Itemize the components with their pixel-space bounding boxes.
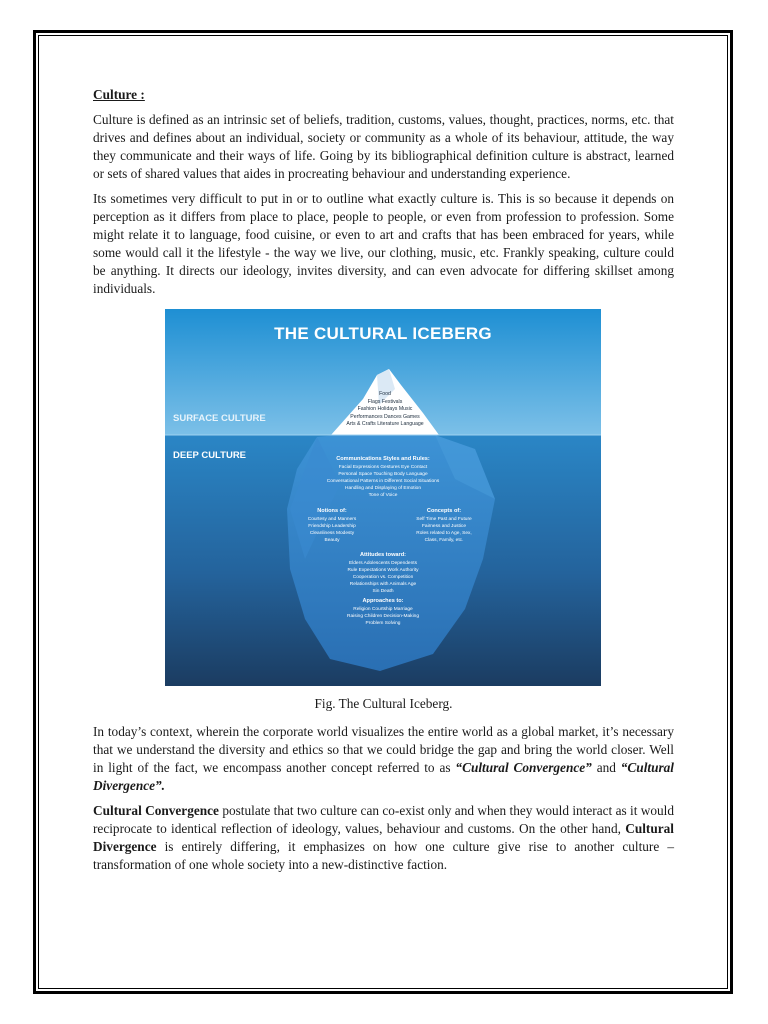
block-item: Rule Expectations Work Authority xyxy=(347,568,419,573)
surface-item: Arts & Crafts Literature Language xyxy=(346,421,424,427)
block-item: Handling and Displaying of Emotion xyxy=(345,486,421,491)
surface-culture-items xyxy=(325,391,445,429)
block-heading: Notions of: xyxy=(317,508,347,514)
section-heading: Culture : xyxy=(93,87,145,102)
connector-text: and xyxy=(591,760,621,775)
block-item: Cleanliness Modesty xyxy=(309,531,355,536)
block-item: Class, Family, etc. xyxy=(424,538,464,543)
surface-culture-label: SURFACE CULTURE xyxy=(173,413,266,424)
block-item: Problem Solving xyxy=(365,621,401,626)
surface-item: Performances Dances Games xyxy=(350,413,420,420)
concepts-block xyxy=(401,507,487,544)
block-item: Religion Courtship Marriage xyxy=(353,607,413,612)
block-item: Courtesy and Manners xyxy=(307,517,357,522)
block-item: Relationships with Animals Age xyxy=(349,582,417,587)
block-heading: Communications Styles and Rules: xyxy=(336,456,430,462)
block-item: Personal Space Touching Body Language xyxy=(338,472,428,477)
block-item: Facial Expressions Gestures Eye Contact xyxy=(338,465,428,470)
block-item: Fairness and Justice xyxy=(422,524,466,529)
block-item: Self Time Past and Future xyxy=(416,517,472,522)
communication-styles-block xyxy=(308,455,458,499)
term-cultural-divergence-bold: Cultural Divergence xyxy=(93,821,674,854)
term-cultural-convergence-bold: Cultural Convergence xyxy=(93,803,219,818)
surface-item: Flags Festivals xyxy=(367,398,403,405)
paragraph-context xyxy=(93,723,674,795)
block-heading: Concepts of: xyxy=(426,508,462,514)
deep-culture-label: DEEP CULTURE xyxy=(173,450,247,461)
term-cultural-convergence: “Cultural Convergence” xyxy=(455,760,592,775)
paragraph-divergence-text: is entirely differing, it emphasizes on how one culture give rise to another culture – transformation of one whole society into a new-distinctive faction. xyxy=(93,839,674,872)
term-cultural-divergence: “Cultural Divergence”. xyxy=(93,760,674,793)
block-heading: Attitudes toward: xyxy=(360,552,406,558)
notions-block xyxy=(297,507,367,544)
block-item: Roles related to Age, Sex, xyxy=(416,531,472,536)
block-item: Tone of Voice xyxy=(368,493,398,498)
block-item: Conversational Patterns in Different Social Situations xyxy=(326,479,440,484)
paragraph-perception: Its sometimes very difficult to put in or to outline what exactly culture is. This is so because it depends on perception as it differs from place to place, people to people, or even from profession to profession. Some might relate it to language, food cuisine, or even to art and crafts that has been embraced for years, while some would call it the lifestyle - the way we live, our clothing, music, etc. Frankly speaking, culture could be anything. It directs our ideology, invites diversity, and can even advocate for differing skillset among individuals. xyxy=(93,191,674,296)
block-item: Friendship Leadership xyxy=(308,524,356,529)
attitudes-block xyxy=(325,551,441,595)
block-item: Beauty xyxy=(324,538,340,543)
paragraph-convergence-divergence xyxy=(93,802,674,874)
document-body xyxy=(93,86,674,881)
paragraph-definition: Culture is defined as an intrinsic set of beliefs, tradition, customs, values, thought, practices, norms, etc. that drives and defines about an individual, society or community as a whole of its behaviour, attitude, the way they communicate and their ways of life. Going by its bibliographical definition culture is abstract, learned or sets of shared values that aides in procreating behaviour and understanding experience. xyxy=(93,112,674,181)
cultural-iceberg-figure xyxy=(165,309,601,686)
paragraph-convergence-text: postulate that two culture can co-exist only and when they would interact as it would reciprocate to identical reflection of ideology, values, behaviour and customs. On the other hand, xyxy=(93,803,674,836)
surface-item: Fashion Holidays Music xyxy=(357,406,413,412)
approaches-block xyxy=(325,597,441,627)
block-item: Elders Adolescents Dependents xyxy=(349,561,417,566)
block-item: Cooperation vs. Competition xyxy=(352,575,414,580)
paragraph-context-text: In today’s context, wherein the corporate world visualizes the entire world as a global market, it’s necessary that we understand the diversity and ethics so that we could bridge the gap and bring the world closer. Well in light of the fact, we encompass another concept referred to as xyxy=(93,724,674,775)
surface-item: Food xyxy=(379,391,391,397)
iceberg-title: THE CULTURAL ICEBERG xyxy=(274,324,492,343)
block-item: Raising Children Decision-Making xyxy=(347,614,419,619)
block-heading: Approaches to: xyxy=(362,598,404,604)
figure-caption: Fig. The Cultural Iceberg. xyxy=(314,696,453,711)
block-item: Sin Death xyxy=(372,589,394,594)
